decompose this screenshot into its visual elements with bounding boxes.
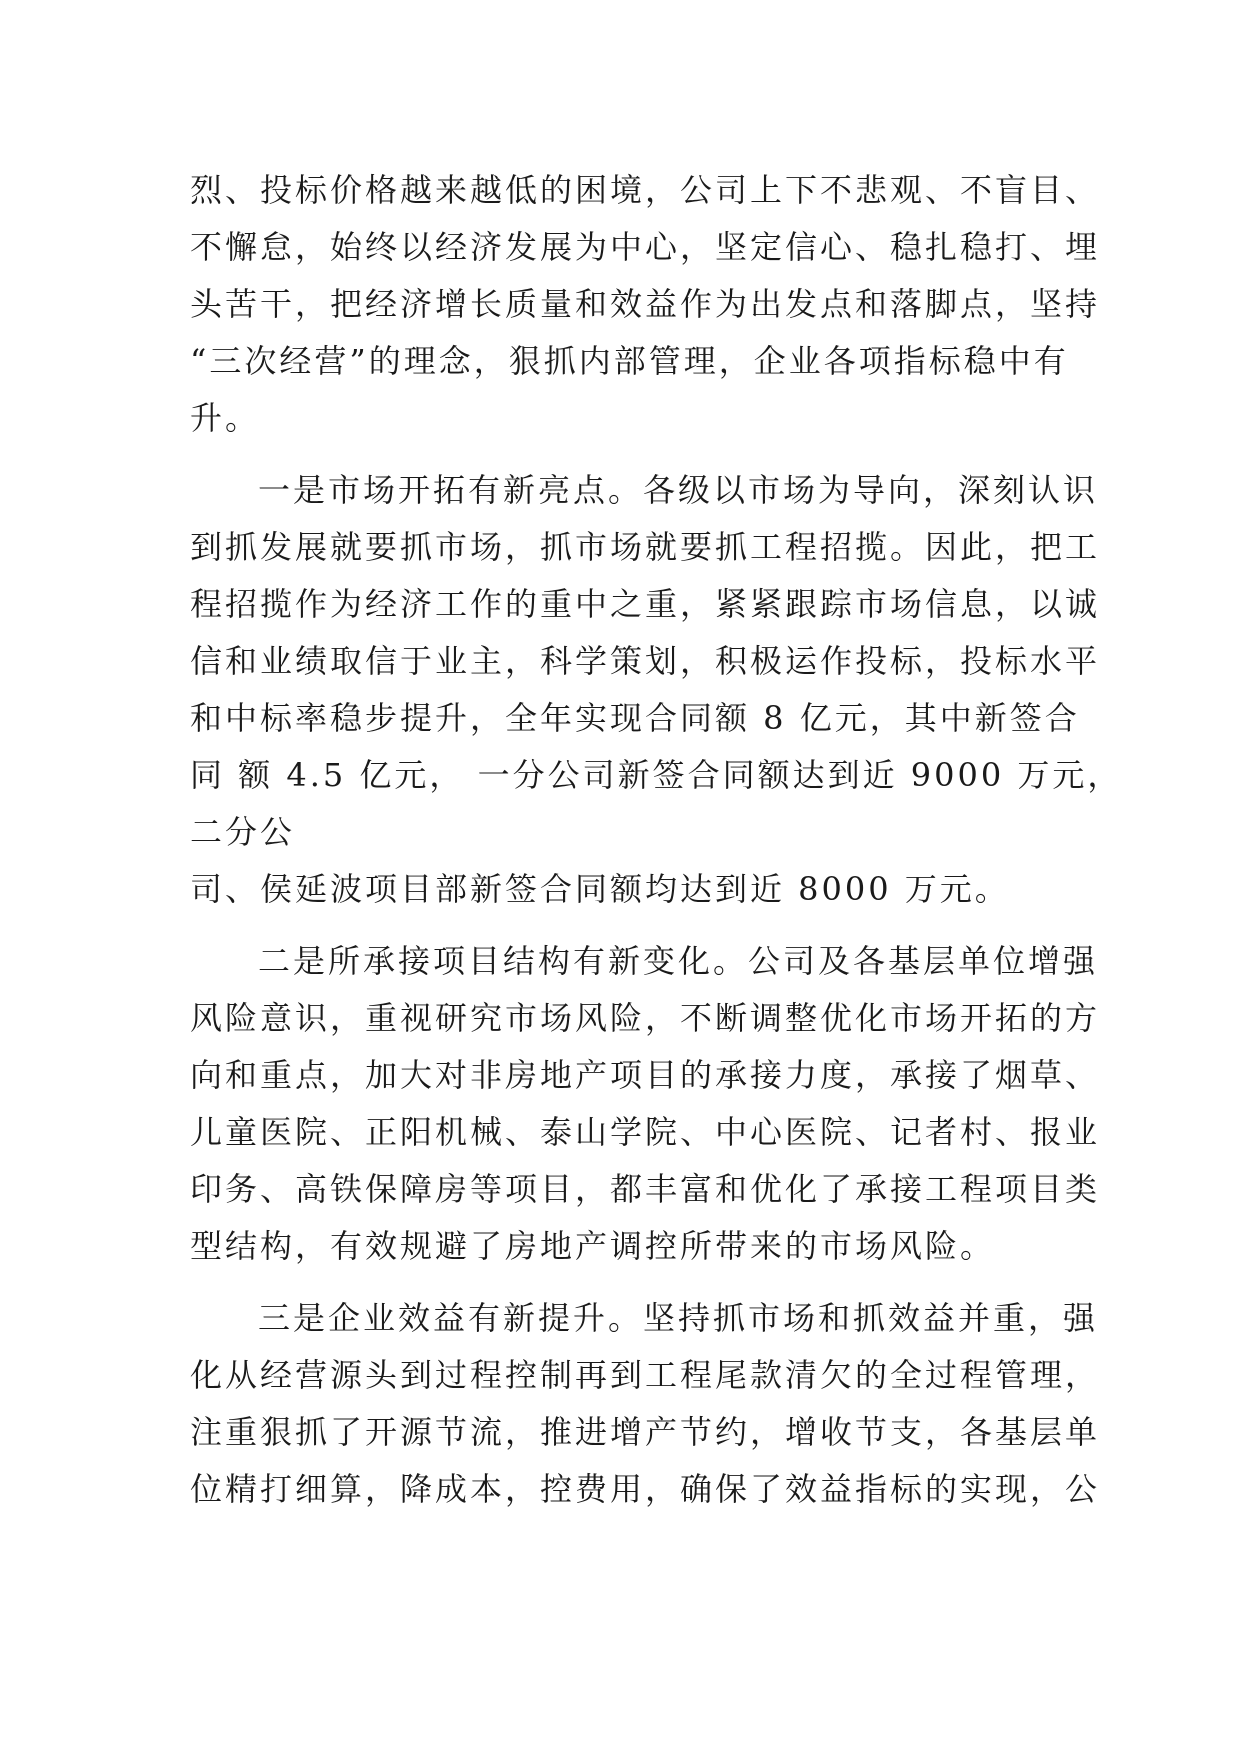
paragraph-4-line-2: 化从经营源头到过程控制再到工程尾款清欠的全过程管理， <box>190 1356 1101 1394</box>
paragraph-1-line-3: 头苦干，把经济增长质量和效益作为出发点和落脚点，坚持 <box>190 285 1101 323</box>
paragraph-2-line-2: 到抓发展就要抓市场，抓市场就要抓工程招揽。因此，把工 <box>190 528 1101 566</box>
paragraph-1-line-4: “三次经营”的理念，狠抓内部管理，企业各项指标稳中有 <box>190 342 1069 380</box>
paragraph-gap <box>190 918 1070 933</box>
paragraph-4-line-1: 三是企业效益有新提升。坚持抓市场和抓效益并重，强 <box>258 1299 1099 1337</box>
paragraph-3-line-6: 型结构，有效规避了房地产调控所带来的市场风险。 <box>190 1227 996 1265</box>
paragraph-2-line-5: 和中标率稳步提升，全年实现合同额 8 亿元，其中新签合 <box>190 699 1080 737</box>
paragraph-1-line-2: 不懈怠，始终以经济发展为中心，坚定信心、稳扎稳打、埋 <box>190 228 1101 266</box>
paragraph-2-line-6: 同 额 4.5 亿元， 一分公司新签合同额达到近 9000 万元， <box>190 756 1123 794</box>
paragraph-2-line-1: 一是市场开拓有新亮点。各级以市场为导向，深刻认识 <box>258 471 1099 509</box>
paragraph-3-line-2: 风险意识，重视研究市场风险，不断调整优化市场开拓的方 <box>190 999 1101 1037</box>
paragraph-3-line-5: 印务、高铁保障房等项目，都丰富和优化了承接工程项目类 <box>190 1170 1101 1208</box>
paragraph-gap <box>190 1275 1070 1290</box>
paragraph-4-line-3: 注重狠抓了开源节流，推进增产节约，增收节支，各基层单 <box>190 1413 1101 1451</box>
paragraph-4-line-4: 位精打细算，降成本，控费用，确保了效益指标的实现，公 <box>190 1470 1101 1508</box>
paragraph-1-line-1: 烈、投标价格越来越低的困境，公司上下不悲观、不盲目、 <box>190 171 1101 209</box>
document-body <box>190 162 1123 1518</box>
paragraph-gap <box>190 447 1070 462</box>
paragraph-3-line-1: 二是所承接项目结构有新变化。公司及各基层单位增强 <box>258 942 1099 980</box>
paragraph-3-line-4: 儿童医院、正阳机械、泰山学院、中心医院、记者村、报业 <box>190 1113 1101 1151</box>
paragraph-3-line-3: 向和重点，加大对非房地产项目的承接力度，承接了烟草、 <box>190 1056 1101 1094</box>
paragraph-2-line-8: 司、侯延波项目部新签合同额均达到近 8000 万元。 <box>190 870 1010 908</box>
paragraph-2-line-4: 信和业绩取信于业主，科学策划，积极运作投标，投标水平 <box>190 642 1101 680</box>
paragraph-1-line-5: 升。 <box>190 399 261 437</box>
paragraph-2-line-7: 二分公 <box>190 813 296 851</box>
paragraph-2-line-3: 程招揽作为经济工作的重中之重，紧紧跟踪市场信息，以诚 <box>190 585 1101 623</box>
